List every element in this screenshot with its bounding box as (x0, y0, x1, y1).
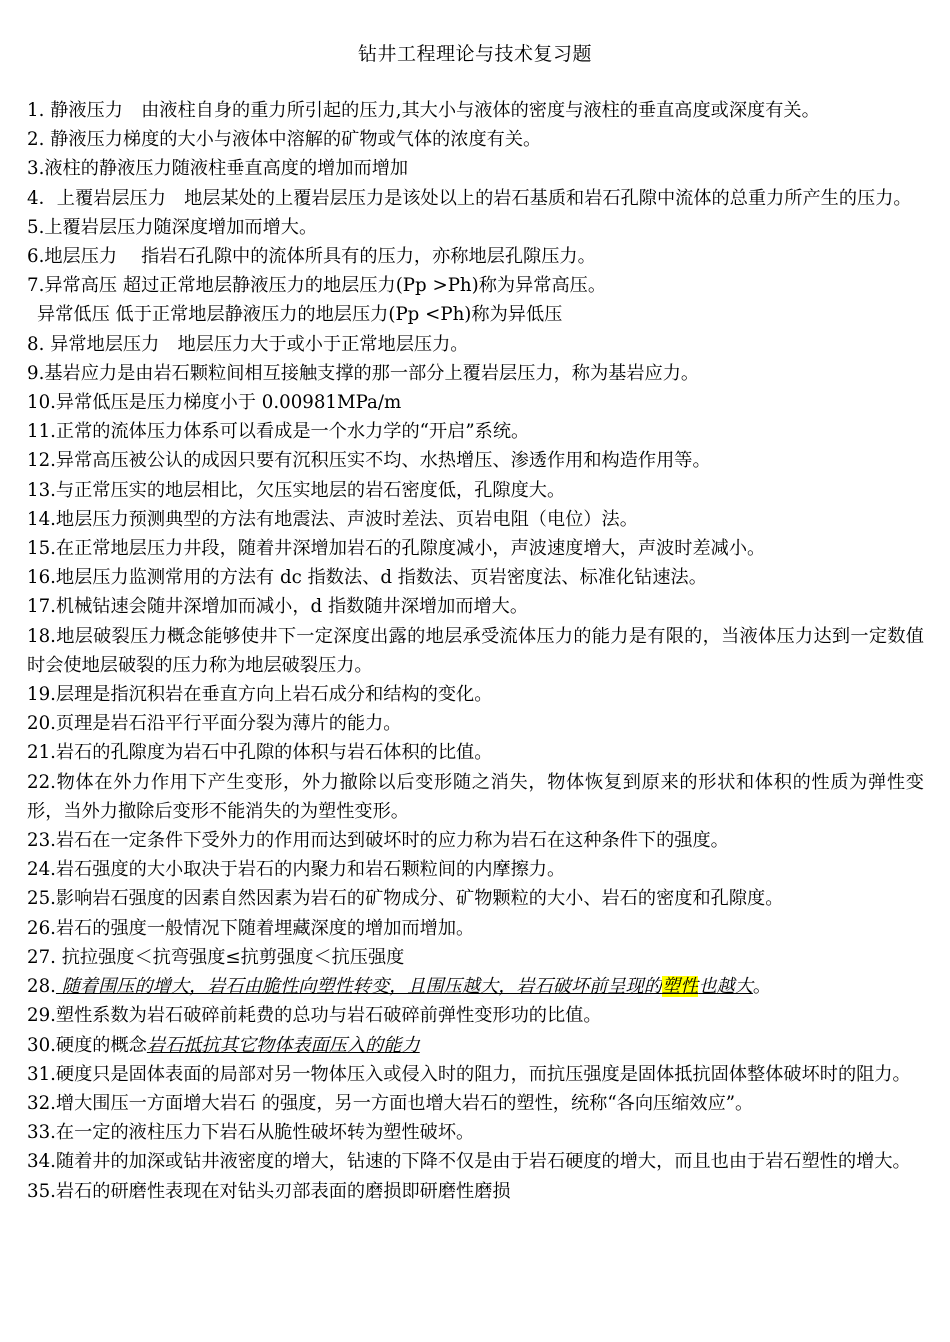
item-24: 24.岩石强度的大小取决于岩石的内聚力和岩石颗粒间的内摩擦力。 (27, 859, 566, 881)
item-28-emphasis-1: 随着围压的增大，岩石由脆性向塑性转变，且围压越大，岩石破坏前呈现的 (55, 976, 662, 998)
item-30-definition: 岩石抵抗其它物体表面压入的能力 (146, 1034, 420, 1056)
item-2: 2. 静液压力梯度的大小与液体中溶解的矿物或气体的浓度有关。 (27, 129, 542, 151)
item-12: 12.异常高压被公认的成因只要有沉积压实不均、水热增压、渗透作用和构造作用等。 (27, 450, 711, 472)
item-8: 8. 异常地层压力 地层压力大于或小于正常地层压力。 (27, 333, 469, 355)
item-7-low-pressure: 异常低压 低于正常地层静液压力的地层压力(Pp <Ph)称为异低压 (37, 304, 563, 326)
item-23: 23.岩石在一定条件下受外力的作用而达到破坏时的应力称为岩石在这种条件下的强度。 (27, 830, 729, 852)
item-28-end: 。 (752, 976, 772, 998)
document-body (27, 96, 924, 1206)
item-20: 20.页理是岩石沿平行平面分裂为薄片的能力。 (27, 713, 402, 735)
item-25: 25.影响岩石强度的因素自然因素为岩石的矿物成分、矿物颗粒的大小、岩石的密度和孔隙度。 (27, 888, 784, 910)
item-28-number: 28. (27, 976, 56, 998)
item-28-emphasis-2: 也越大 (698, 976, 753, 998)
item-19: 19.层理是指沉积岩在垂直方向上岩石成分和结构的变化。 (27, 684, 493, 706)
item-10: 10.异常低压是压力梯度小于 0.00981MPa/m (27, 392, 402, 414)
item-7: 7.异常高压 超过正常地层静液压力的地层压力(Pp >Ph)称为异常高压。 (27, 275, 607, 297)
item-11: 11.正常的流体压力体系可以看成是一个水力学的“开启”系统。 (27, 421, 530, 443)
item-16: 16.地层压力监测常用的方法有 dc 指数法、d 指数法、页岩密度法、标准化钻速法。 (27, 567, 707, 589)
item-15: 15.在正常地层压力井段，随着井深增加岩石的孔隙度减小，声波速度增大，声波时差减小。 (27, 538, 766, 560)
item-34: 34.随着井的加深或钻井液密度的增大，钻速的下降不仅是由于岩石硬度的增大，而且也由于岩石塑性的增大。 (27, 1151, 911, 1173)
item-28 (27, 972, 924, 1001)
item-21: 21.岩石的孔隙度为岩石中孔隙的体积与岩石体积的比值。 (27, 742, 493, 764)
item-3: 3.液柱的静液压力随液柱垂直高度的增加而增加 (27, 158, 409, 180)
item-1: 1. 静液压力 由液柱自身的重力所引起的压力,其大小与液体的密度与液柱的垂直高度或深度有关。 (27, 100, 820, 121)
item-30 (27, 1031, 924, 1060)
item-5: 5.上覆岩层压力随深度增加而增大。 (27, 216, 318, 238)
item-14: 14.地层压力预测典型的方法有地震法、声波时差法、页岩电阻（电位）法。 (27, 508, 638, 530)
document-title: 钻井工程理论与技术复习题 (357, 43, 592, 65)
item-26: 26.岩石的强度一般情况下随着埋藏深度的增加而增加。 (27, 917, 475, 939)
item-33: 33.在一定的液柱压力下岩石从脆性破坏转为塑性破坏。 (27, 1122, 475, 1144)
item-28-highlight: 塑性 (661, 976, 699, 998)
item-31: 31.硬度只是固体表面的局部对另一物体压入或侵入时的阻力，而抗压强度是固体抵抗固体整体破坏时的阻力。 (27, 1063, 911, 1085)
item-35: 35.岩石的研磨性表现在对钻头刃部表面的磨损即研磨性磨损 (27, 1180, 511, 1202)
item-18: 18.地层破裂压力概念能够使井下一定深度出露的地层承受流体压力的能力是有限的，当液体压力达到一定数值时会使地层破裂的压力称为地层破裂压力。 (27, 625, 924, 676)
item-13: 13.与正常压实的地层相比，欠压实地层的岩石密度低，孔隙度大。 (27, 479, 566, 501)
item-4: 4．上覆岩层压力 地层某处的上覆岩层压力是该处以上的岩石基质和岩石孔隙中流体的总重力所产生的压力。 (27, 187, 912, 209)
item-22: 22.物体在外力作用下产生变形，外力撤除以后变形随之消失，物体恢复到原来的形状和体积的性质为弹性变形，当外力撤除后变形不能消失的为塑性变形。 (27, 771, 924, 822)
item-30-prefix: 30.硬度的概念 (27, 1034, 147, 1056)
item-6: 6.地层压力 指岩石孔隙中的流体所具有的压力，亦称地层孔隙压力。 (27, 246, 596, 268)
item-29: 29.塑性系数为岩石破碎前耗费的总功与岩石破碎前弹性变形功的比值。 (27, 1005, 602, 1027)
item-32: 32.增大围压一方面增大岩石 的强度，另一方面也增大岩石的塑性，统称“各向压缩效应”。 (27, 1092, 754, 1114)
item-17: 17.机械钻速会随井深增加而减小，d 指数随井深增加而增大。 (27, 596, 529, 618)
item-27: 27. 抗拉强度＜抗弯强度≤抗剪强度＜抗压强度 (27, 946, 405, 968)
item-9: 9.基岩应力是由岩石颗粒间相互接触支撑的那一部分上覆岩层压力，称为基岩应力。 (27, 362, 700, 384)
